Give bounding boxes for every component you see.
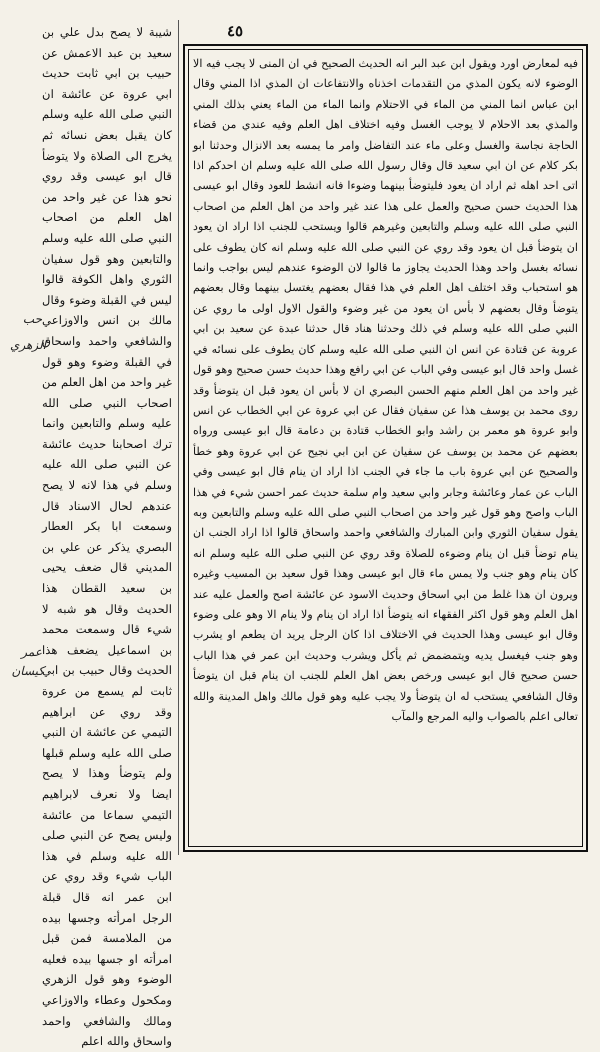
margin-note: حب [22, 312, 42, 326]
commentary-text: شيبة لا يصح بدل علي بن سعيد بن عبد الاعمش عن حبيب بن ابي ثابت حديث ابي عروة عن عائشة ان النبي صلى الله عليه وسلم كان يقبل بعض نسائه ثم يخرج الى الصلاة ولا يتوضأ قال ابو عيسى وقد روي نحو هذا عن غير واحد من اهل العلم من اصحاب النبي صلى الله عليه وسلم والتابعين وهو قول سفيان الثوري واهل الكوفة قالوا ليس في القبلة وضوء وقال مالك بن انس والاوزاعي والشافعي واحمد واسحاق في القبلة وضوء وهو قول غير واحد من اهل العلم من اصحاب النبي صلى الله عليه وسلم والتابعين وانما ترك اصحابنا حديث عائشة عن النبي صلى الله عليه وسلم في هذا لانه لا يصح عندهم لحال الاسناد قال وسمعت ابا بكر العطار البصري يذكر عن علي بن المديني قال ضعف يحيى بن سعيد القطان هذا الحديث وقال هو شبه لا شيء قال وسمعت محمد بن اسماعيل يضعف هذا الحديث وقال حبيب بن ابي ثابت لم يسمع من عروة وقد روي عن ابراهيم التيمي عن عائشة ان النبي صلى الله عليه وسلم قبلها ولم يتوضأ وهذا لا يصح ايضا ولا نعرف لابراهيم التيمي سماعا من عائشة وليس يصح عن النبي صلى الله عليه وسلم في هذا الباب شيء وقد روي عن ابن عمر انه قال قبلة الرجل امرأته وجسها بيده من الملامسة فمن قبل امرأته او جسها بيده فعليه الوضوء وهو قول الزهري ومكحول وعطاء والاوزاعي ومالك والشافعي واحمد واسحاق والله اعلم [42, 25, 172, 1049]
margin-note: كيسان [11, 664, 44, 678]
main-text-frame [183, 44, 588, 852]
main-text: فيه لمعارض اورد ويقول ابن عبد البر انه الحديث الصحيح في ان المنى لا يجب فيه الا الوضوء لانه يكون المذي من التقدمات اخذناه والانتفاعات ان المذي اذا المني وقال ابن عباس انما المني من الماء في الاحتلام وانما الماء من الماء يعني بذلك المني والمذي بعد الاحلام لا يوجب الغسل وفيه اختلاف اهل العلم وفيه عندي من قضاء الحاجة نجاسة والغسل وعلى ماء عند التفاضل وامر ما يمسه بعد الانزال وحدثنا ابو بكر كلام عن ان ابي سعيد قال وقال رسول الله صلى الله عليه وسلم ان احدكم اذا اتى احد اهله ثم اراد ان يعود فليتوضأ بينهما وضوءا فانه انشط للعود وقال ابو عيسى هذا الحديث حسن صحيح والعمل على هذا عند غير واحد من اهل العلم من اصحاب النبي صلى الله عليه وسلم والتابعين وغيرهم قالوا ويستحب للجنب اذا اراد ان يعود ان يتوضأ قبل ان يعود وقد روي عن النبي صلى الله عليه وسلم انه كان يطوف على نسائه بغسل واحد وهذا الحديث يجاوز ما قالوا لان الوضوء عندهم ليس بواجب وانما هو استحباب وقد اختلف اهل العلم في هذا فقال بعضهم يغتسل بينهما وقال بعضهم يتوضأ وقال بعضهم لا بأس ان يعود من غير وضوء والقول الاول اولى ما روي عن النبي صلى الله عليه وسلم في ذلك وحدثنا هناد قال حدثنا عبدة عن سعيد بن ابي عروبة عن قتادة عن انس ان النبي صلى الله عليه وسلم كان يطوف على نسائه في غسل واحد قال ابو عيسى وفي الباب عن ابي رافع وهذا حديث حسن صحيح وهو قول غير واحد من اهل العلم منهم الحسن البصري ان لا بأس ان يعود قبل ان يتوضأ وقد روى محمد بن يوسف هذا عن سفيان فقال عن ابي عروة عن ابي الخطاب عن انس وابو عروة هو معمر بن راشد وابو الخطاب قتادة بن دعامة قال ابو عيسى ورواه بعضهم عن محمد بن يوسف عن سفيان عن ابن ابي نجيح عن ابي عروة وهو خطأ والصحيح عن ابي عروة باب ما جاء في الجنب اذا اراد ان ينام قال ابو عيسى وفي الباب عن عمار وعائشة وجابر وابي سعيد وام سلمة حديث عمر احسن شيء في هذا الباب واصح وهو قول غير واحد من اصحاب النبي صلى الله عليه وسلم والتابعين وبه يقول سفيان الثوري وابن المبارك والشافعي واحمد واسحاق قالوا اذا اراد الجنب ان ينام توضأ قبل ان ينام وضوءه للصلاة وقد روي عن النبي صلى الله عليه وسلم انه كان ينام وهو جنب ولا يمس ماء قال ابو عيسى وهذا قول سعيد بن المسيب وغيره ويرون ان هذا غلط من ابي اسحاق وحديث الاسود عن عائشة اصح والعمل عليه عند اهل العلم وهو قول اكثر الفقهاء انه يتوضأ اذا اراد ان ينام ولا ينام الا وهو على وضوء وقال ابو عيسى وهذا الحديث في الاختلاف اذا كان الرجل يريد ان يطعم او يشرب وهو جنب فيغسل يديه ويتمضمض ثم يأكل ويشرب وحديث ابن عمر في هذا الباب حسن صحيح قال ابو عيسى ورخص بعض اهل العلم للجنب ان ينام قبل ان يتوضأ وقال الشافعي يستحب له ان يتوضأ ولا يجب عليه وهو قول مالك واهل المدينة والله تعالى اعلم بالصواب واليه المرجع والمآب [193, 57, 578, 723]
commentary-column [40, 20, 179, 1049]
page-number: ٤٥ [226, 22, 244, 40]
margin-note: الزهري [10, 338, 46, 352]
margin-note: عمر [21, 645, 42, 659]
